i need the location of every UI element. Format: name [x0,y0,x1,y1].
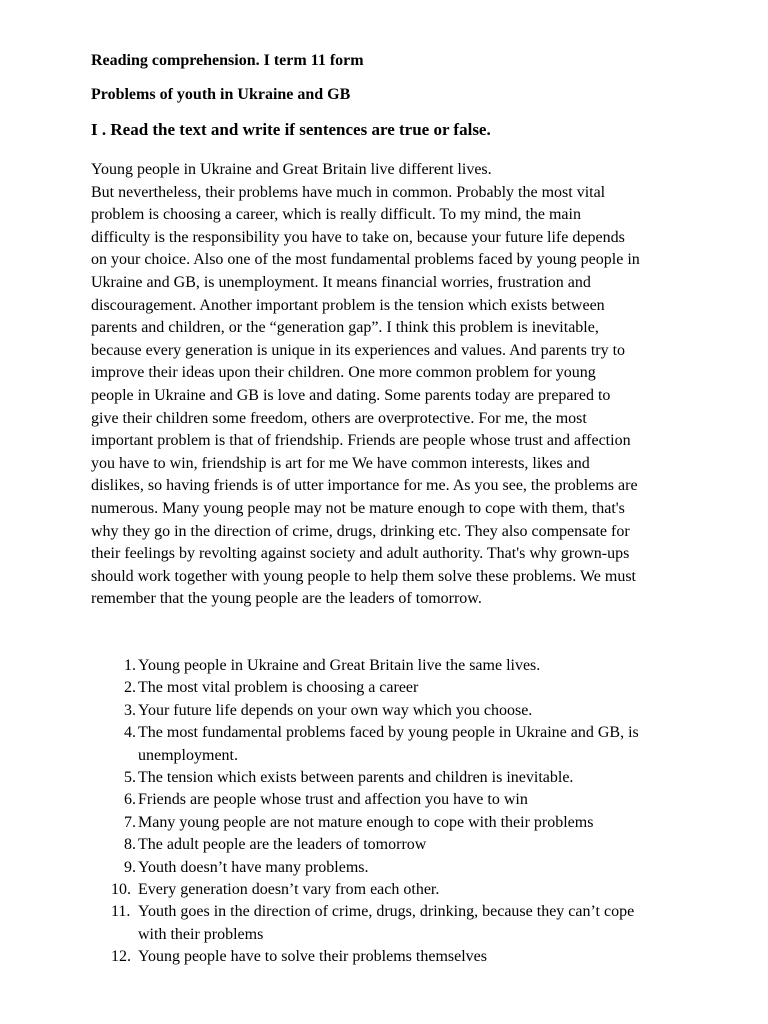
statement-item [91,812,716,834]
statement-number: 5. [124,768,136,786]
statement-number: 4. [124,724,136,742]
reading-text-line: should work together with young people to help them solve these problems. We must [91,567,636,585]
reading-text-line: But nevertheless, their problems have much in common. Probably the most vital [91,183,606,201]
reading-text-line: important problem is that of friendship. Friends are people whose trust and affection [91,432,631,450]
statement-number: 10. [111,880,131,898]
reading-text-line: people in Ukraine and GB is love and dating. Some parents today are prepared to [91,386,611,404]
statement-text: The most fundamental problems faced by young people in Ukraine and GB, is [138,724,639,742]
statement-text: Young people have to solve their problems themselves [138,948,487,966]
reading-text-line: their feelings by revolting against society and adult authority. That's why grown-ups [91,545,630,563]
statement-item [91,767,716,789]
reading-text-line: Young people in Ukraine and Great Britain live different lives. [91,161,492,178]
reading-text-line: Ukraine and GB, is unemployment. It means financial worries, frustration and [91,273,591,291]
statement-number: 9. [124,858,136,876]
statement-item [91,722,716,767]
reading-text-line: discouragement. Another important problem is the tension which exists between [91,296,605,314]
reading-text-line: numerous. Many young people may not be mature enough to cope with them, that's [91,499,625,517]
statement-text: Many young people are not mature enough to cope with their problems [138,813,594,831]
statement-text: unemployment. [138,746,238,764]
statement-text: Every generation doesn’t vary from each other. [138,880,440,898]
statement-number: 12. [111,948,131,966]
statement-item [91,879,716,901]
document-title: Reading comprehension. I term 11 form [91,52,364,69]
statement-text: Youth doesn’t have many problems. [138,858,369,876]
statement-text: Young people in Ukraine and Great Britain live the same lives. [138,656,541,674]
statement-number: 6. [124,791,136,809]
statement-item [91,834,716,856]
reading-text-line: problem is choosing a career, which is really difficult. To my mind, the main [91,206,581,224]
reading-text-line: why they go in the direction of crime, drugs, drinking etc. They also compensate for [91,522,630,540]
reading-text-line: remember that the young people are the leaders of tomorrow. [91,590,482,608]
reading-text-line: difficulty is the responsibility you have to take on, because your future life depends [91,228,625,246]
statement-text: Friends are people whose trust and affection you have to win [138,791,528,809]
statement-item [91,700,716,722]
reading-text-line: improve their ideas upon their children. One more common problem for young [91,364,596,382]
statement-number: 2. [124,679,136,697]
reading-text-paragraph [91,159,716,611]
document-subtitle: Problems of youth in Ukraine and GB [91,86,351,103]
reading-text-line: you have to win, friendship is art for me We have common interests, likes and [91,454,590,472]
statement-number: 7. [124,813,136,831]
statement-text: Your future life depends on your own way which you choose. [138,701,533,719]
reading-text-line: parents and children, or the “generation gap”. I think this problem is inevitable, [91,319,599,337]
reading-text-line: because every generation is unique in its experiences and values. And parents try to [91,341,626,359]
statement-item [91,946,716,968]
statement-item [91,789,716,811]
statement-number: 8. [124,836,136,854]
reading-text-line: on your choice. Also one of the most fundamental problems faced by young people in [91,251,640,269]
statement-text: The tension which exists between parents and children is inevitable. [138,768,574,786]
statement-number: 11. [111,903,131,921]
statement-item [91,901,716,946]
statement-number: 1. [124,656,136,674]
statement-number: 3. [124,701,136,719]
statement-text: The most vital problem is choosing a career [138,679,419,697]
statement-text: with their problems [138,925,264,943]
statement-text: Youth goes in the direction of crime, drugs, drinking, because they can’t cope [138,903,635,921]
statement-item [91,677,716,699]
task-instruction: I . Read the text and write if sentences are true or false. [91,120,491,139]
statement-text: The adult people are the leaders of tomorrow [138,836,427,854]
reading-text-line: dislikes, so having friends is of utter importance for me. As you see, the problems are [91,477,638,495]
document-page [91,51,716,969]
statement-item [91,857,716,879]
statement-item [91,655,716,677]
reading-text-line: give their children some freedom, others are overprotective. For me, the most [91,409,587,427]
true-false-statements-list [91,655,716,969]
